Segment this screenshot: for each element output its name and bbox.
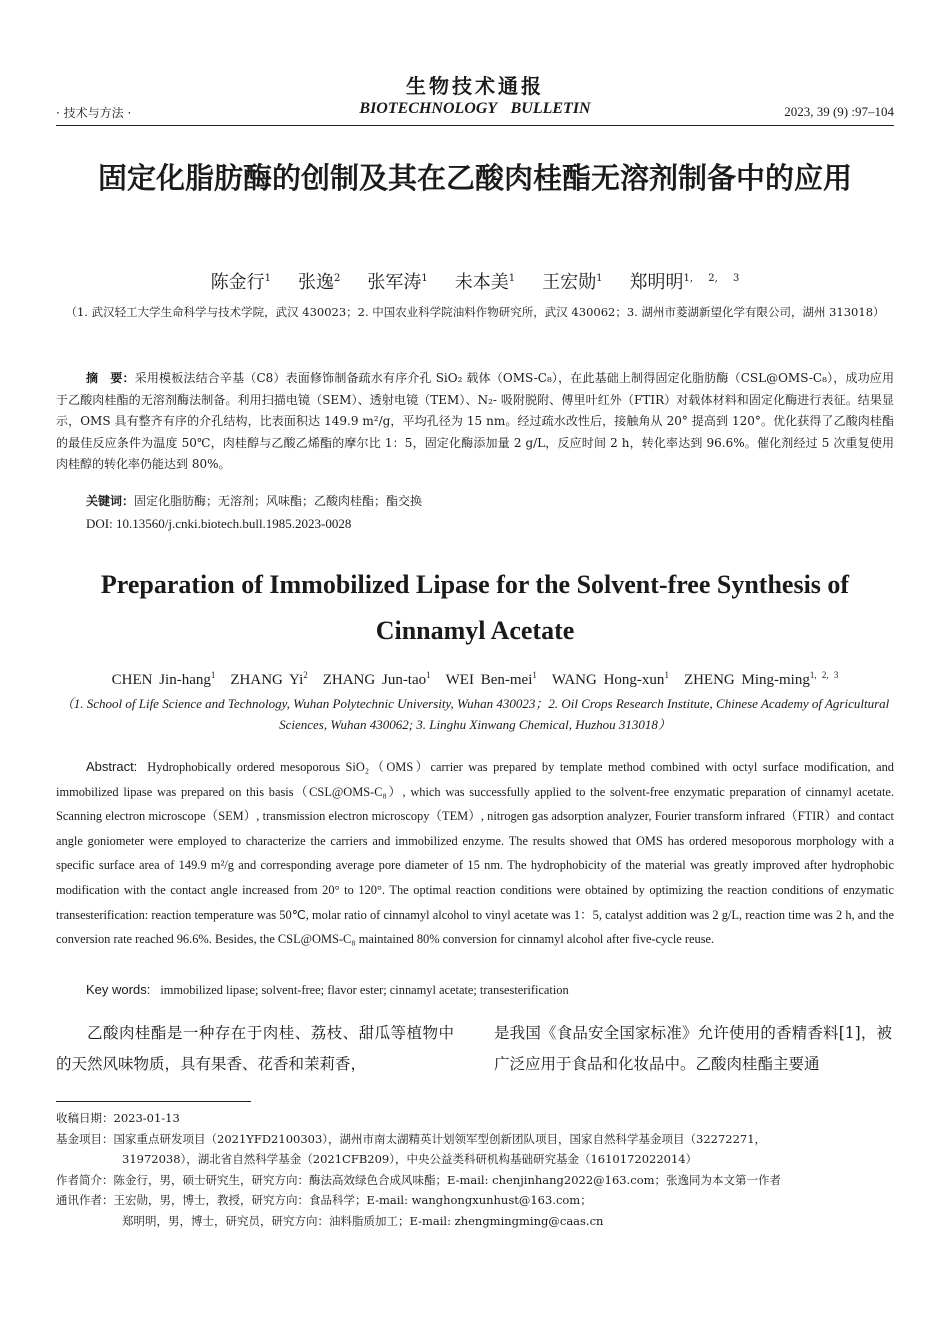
footnote-funding-continued: 31972038），湖北省自然科学基金（2021CFB209），中央公益类科研机构基础研究基金（1610172022014） [122, 1152, 698, 1166]
footnote-funding: 基金项目：国家重点研发项目（2021YFD2100303），湖州市南太湖精英计划领军型创新团队项目，国家自然科学基金项目（32272271， [56, 1131, 767, 1146]
section-label: · 技术与方法 · [56, 106, 132, 120]
author-affiliation-mark: 1 [426, 670, 431, 680]
author-name: 张军涛 [367, 272, 422, 293]
footnote-received: 收稿日期：2023-01-13 [56, 1111, 180, 1125]
author-name: WEI Ben-mei [445, 672, 533, 688]
author-name: ZHENG Ming-ming [683, 672, 810, 688]
header-rule [56, 125, 894, 126]
abstract-cn-text: 采用模板法结合辛基（C8）表面修饰制备疏水有序介孔 SiO₂ 载体（OMS-C₈），在此基础上制得固定化脂肪酶（CSL@OMS-C₈），成功应用于乙酸肉桂酯的无溶剂酶法制备。利用扫描电镜（SEM）、透射电镜（TEM）、N₂- 吸附脱附、傅里叶红外（FTIR）对载体材料和固定化酶进行表征。结果显示，OMS 具有整齐有序的介孔结构，比表面积达 149.9 m²/g，平均孔径为 15 nm。经过疏水改性后，接触角从 20° 提高到 120°。优化获得了乙酸肉桂酯的最佳反应条件为温度 50℃，肉桂醇与乙酸乙烯酯的摩尔比 1：5，固定化酶添加量 2 g/L，反应时间 2 h，转化率达到 96.6%。催化剂经过 5 次重复使用肉桂醇的转化率仍能达到 80%。 [56, 371, 894, 471]
author-name: WANG Hong-xun [551, 672, 665, 688]
author [542, 272, 602, 293]
author [446, 672, 537, 688]
journal-title-cn: 生物技术通报 [406, 74, 544, 98]
author-affiliation-mark: 1, 2, 3 [683, 273, 740, 284]
author-name: CHEN Jin-hang [111, 672, 211, 688]
footnote-corresponding-continued: 郑明明，男，博士，研究员，研究方向：油料脂质加工；E-mail: zhengmingming@caas.cn [122, 1213, 604, 1228]
affiliations-cn: （1. 武汉轻工大学生命科学与技术学院，武汉 430023；2. 中国农业科学院油料作物研究所，武汉 430062；3. 湖州市菱湖新望化学有限公司，湖州 313018） [65, 305, 885, 319]
author-name: 未本美 [454, 272, 509, 293]
author-affiliation-mark: 1 [421, 273, 428, 284]
author-name: ZHANG Jun-tao [322, 672, 427, 688]
abstract-en-text: Hydrophobically ordered mesoporous SiO₂（OMS）carrier was prepared by template method combined with octyl surface modification, and immobilized lipase was prepared on this basis（CSL@OMS-C₈）, which was successfully applied to the solvent-free enzymatic preparation of cinnamyl acetate. Scanning electron microscope（SEM）, transmission electron microscopy（TEM）, nitrogen gas adsorption analyzer, Fourier transform infrared（FTIR）and contact angle goniometer were employed to characterize the carriers and immobilized enzyme. The results showed that OMS has ordered mesoporous morphology with a specific surface area of 149.9 m²/g and corresponding average pore diameter of 15 nm. The hydrophobicity of the material was greatly improved after hydrophobic modification with the contact angle increased from 20° to 120°. The optimal reaction conditions were obtained by optimizing the reaction conditions of enzymatic transesterification: reaction temperature was 50℃, molar ratio of cinnamyl alcohol to vinyl acetate was 1：5, catalyst addition was 2 g/L, reaction time was 2 h, and the conversion rate reached 96.6%. Besides, the CSL@OMS-C₈ maintained 80% conversion for cinnamyl alcohol after five-cycle reuse. [56, 760, 894, 947]
author-affiliation-mark: 1, 2, 3 [809, 670, 839, 680]
author-affiliation-mark: 1 [532, 670, 537, 680]
footnote-rule [56, 1101, 251, 1102]
author-affiliation-mark: 1 [210, 670, 216, 680]
keywords-cn [86, 492, 894, 509]
issue-info: 2023, 39 (9) :97–104 [784, 104, 894, 119]
footnote-corresponding: 通讯作者：王宏勋，男，博士，教授，研究方向：食品科学；E-mail: wanghongxunhust@163.com； [56, 1193, 592, 1207]
author-affiliation-mark: 2 [334, 273, 341, 284]
doi[interactable]: DOI: 10.13560/j.cnki.biotech.bull.1985.2023-0028 [86, 516, 352, 531]
author [298, 272, 340, 293]
author [630, 272, 740, 293]
author-list-en [56, 670, 894, 689]
author [684, 672, 838, 688]
keywords-cn-label: 关键词： [86, 494, 135, 508]
running-header [56, 66, 894, 124]
journal-title-en: BIOTECHNOLOGY BULLETIN [359, 100, 591, 117]
footnote-author-intro: 作者简介：陈金行，男，硕士研究生，研究方向：酶法高效绿色合成风味酯；E-mail: chenjinhang2022@163.com；张逸同为本文第一作者 [56, 1172, 782, 1187]
body-text-left-column: 乙酸肉桂酯是一种存在于肉桂、荔枝、甜瓜等植物中的天然风味物质，具有果香、花香和茉莉香， [56, 1024, 454, 1073]
affiliations-en: （1. School of Life Science and Technology, Wuhan Polytechnic University, Wuhan 430023；2. Oil Crops Research Institute, Chinese Academy of Agricultural Sciences, Wuhan 430062; 3. Linghu Xinwang Chemical, Huzhou 313018） [60, 696, 890, 732]
author [552, 672, 669, 688]
abstract-en [56, 755, 894, 952]
author-affiliation-mark: 1 [596, 273, 603, 284]
author [323, 672, 431, 688]
article-title-cn: 固定化脂肪酶的创制及其在乙酸肉桂酯无溶剂制备中的应用 [97, 161, 852, 195]
abstract-cn [56, 368, 894, 476]
author [112, 672, 216, 688]
author [455, 272, 515, 293]
author-name: 王宏勋 [542, 272, 597, 293]
author [367, 272, 427, 293]
author [230, 672, 307, 688]
body-text-right-column: 是我国《食品安全国家标准》允许使用的香精香料[1]，被广泛应用于食品和化妆品中。乙酸肉桂酯主要通 [494, 1024, 892, 1073]
author-affiliation-mark: 1 [264, 273, 272, 284]
footnotes [56, 1108, 894, 1231]
author-name: 张逸 [298, 272, 335, 293]
author-list-cn [60, 268, 890, 294]
author-affiliation-mark: 1 [508, 273, 516, 284]
keywords-en-label: Key words: [86, 982, 151, 997]
author-name: ZHANG Yi [230, 672, 304, 688]
abstract-en-label: Abstract: [86, 759, 138, 774]
author-affiliation-mark: 2 [303, 670, 308, 680]
keywords-cn-text: 固定化脂肪酶；无溶剂；风味酯；乙酸肉桂酯；酯交换 [134, 494, 423, 508]
keywords-en [86, 982, 894, 998]
author-affiliation-mark: 1 [664, 670, 669, 680]
abstract-cn-label: 摘 要： [86, 371, 135, 385]
keywords-en-text: immobilized lipase; solvent-free; flavor ester; cinnamyl acetate; transesterification [160, 983, 569, 997]
author-name: 陈金行 [210, 272, 265, 293]
article-title-en: Preparation of Immobilized Lipase for the Solvent-free Synthesis of Cinnamyl Acetate [100, 570, 850, 645]
author-name: 郑明明 [629, 272, 684, 293]
author [211, 272, 271, 293]
